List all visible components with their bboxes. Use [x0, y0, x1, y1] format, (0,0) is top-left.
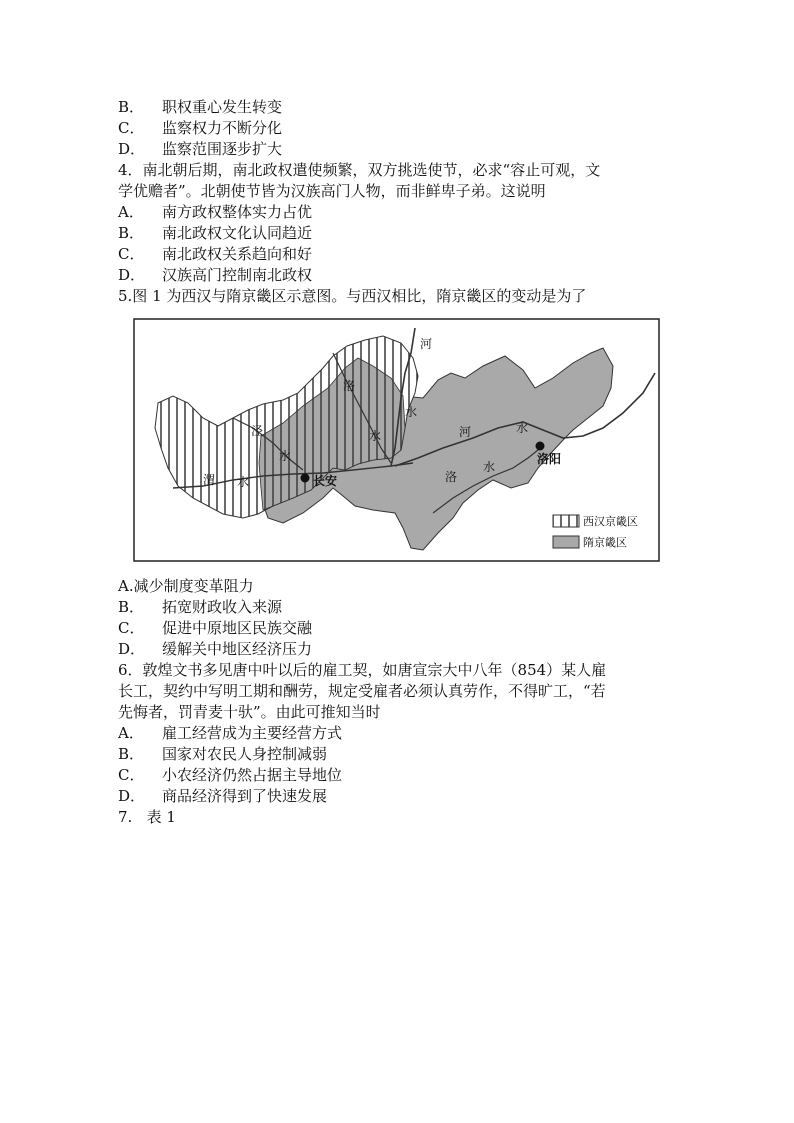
- luoyang-marker: [536, 442, 545, 451]
- label-he-mid: 河: [459, 425, 472, 439]
- label-luo-north: 洛: [343, 379, 356, 393]
- q5-stem: 5.图 1 为西汉与隋京畿区示意图。与西汉相比，隋京畿区的变动是为了: [118, 287, 587, 305]
- label-he-top: 河: [420, 337, 433, 351]
- label-luo-south: 洛: [445, 470, 458, 484]
- q4-option-c: C． 南北政权关系趋向和好: [118, 245, 313, 263]
- q6-option-b: B． 国家对农民人身控制减弱: [118, 745, 328, 763]
- label-jing: 泾: [251, 424, 264, 438]
- map-figure: [133, 318, 660, 562]
- q3-option-d: D． 监察范围逐步扩大: [118, 140, 283, 158]
- q6-stem-line2: 长工，契约中写明工期和酬劳，规定受雇者必须认真劳作，不得旷工，“若: [118, 682, 606, 700]
- label-changan: 长安: [313, 474, 338, 488]
- label-luoyang: 洛阳: [537, 452, 562, 466]
- label-wei: 渭: [203, 473, 216, 487]
- label-shui-4: 水: [237, 475, 250, 489]
- q6-stem-line3: 先悔者，罚青麦十驮”。由此可推知当时: [118, 703, 381, 721]
- q6-option-a: A． 雇工经营成为主要经营方式: [118, 724, 343, 742]
- q4-option-b: B． 南北政权文化认同趋近: [118, 224, 313, 242]
- q4-stem-line2: 学优赡者”。北朝使节皆为汉族高门人物，而非鲜卑子弟。这说明: [118, 182, 546, 200]
- q6-stem-line1: 6．敦煌文书多见唐中叶以后的雇工契，如唐宣宗大中八年（854）某人雇: [118, 661, 607, 679]
- q4-option-a: A． 南方政权整体实力占优: [118, 203, 313, 221]
- label-shui-1: 水: [405, 405, 418, 419]
- capital-region-map: [133, 318, 660, 562]
- q5-option-c: C． 促进中原地区民族交融: [118, 619, 313, 637]
- label-shui-3: 水: [279, 449, 292, 463]
- legend-label-xihan: 西汉京畿区: [583, 515, 638, 528]
- q5-option-a: A.减少制度变革阻力: [118, 577, 254, 595]
- q5-option-d: D． 缓解关中地区经济压力: [118, 640, 313, 658]
- q4-stem-line1: 4．南北朝后期，南北政权遣使频繁，双方挑选使节，必求“容止可观，文: [118, 161, 601, 179]
- label-shui-2: 水: [369, 429, 382, 443]
- legend-swatch-sui: [553, 536, 579, 548]
- changan-marker: [301, 474, 310, 483]
- label-shui-6: 水: [483, 460, 496, 474]
- q3-option-b: B． 职权重心发生转变: [118, 98, 283, 116]
- legend-swatch-xihan: [553, 515, 579, 527]
- q6-option-d: D． 商品经济得到了快速发展: [118, 787, 328, 805]
- legend-label-sui: 隋京畿区: [583, 536, 627, 549]
- q4-option-d: D． 汉族高门控制南北政权: [118, 266, 313, 284]
- q5-option-b: B． 拓宽财政收入来源: [118, 598, 283, 616]
- q6-option-c: C． 小农经济仍然占据主导地位: [118, 766, 343, 784]
- q3-option-c: C． 监察权力不断分化: [118, 119, 283, 137]
- q7-stem: 7. 表 1: [118, 808, 176, 826]
- label-shui-5: 水: [516, 421, 529, 435]
